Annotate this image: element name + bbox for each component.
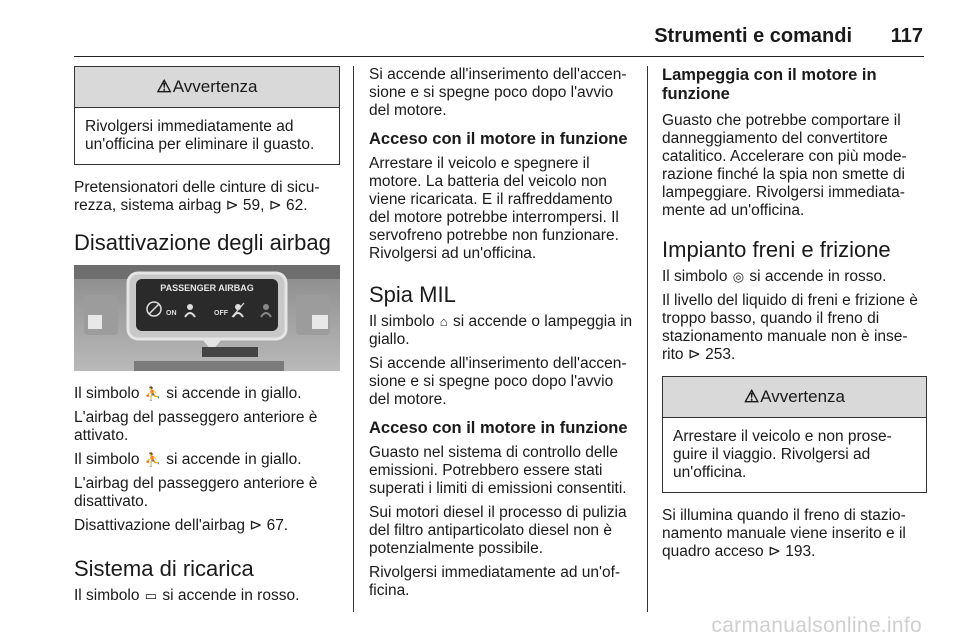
brake-warning-icon: ◎ [732, 269, 745, 284]
page-number: 117 [890, 25, 923, 47]
subheading: Acceso con il motore in funzione [369, 419, 628, 437]
warning-box [74, 66, 340, 165]
paragraph: Il livello del liquido di freni e frizione è troppo basso, quando il freno di stazionamento manuale non è inse-rito ⊳ 253. [662, 292, 918, 363]
warning-triangle-icon: ⚠ [156, 77, 172, 96]
paragraph: Arrestare il veicolo e spegnere il motore. La batteria del veicolo non viene ricaricata. E il raffreddamento del motore potrebbe interrompersi. Il servofreno potrebbe non funzionare. Rivolgersi ad un'officina. [369, 155, 619, 262]
paragraph: Si accende all'inserimento dell'accen-sione e si spegne poco dopo l'avvio del motore. [369, 66, 627, 119]
warning-box [662, 376, 927, 493]
warning-title: Avvertenza [172, 77, 258, 96]
warning-header [663, 377, 926, 418]
header-rule [74, 56, 924, 57]
paragraph: Si accende all'inserimento dell'accen-sione e si spegne poco dopo l'avvio del motore. [369, 355, 627, 408]
section-heading: Disattivazione degli airbag [74, 230, 331, 255]
airbag-on-icon: ⛹ [144, 386, 161, 401]
paragraph: L'airbag del passeggero anteriore è attivato. [74, 409, 318, 444]
airbag-off-icon: ⛹ [144, 452, 161, 467]
paragraph: Guasto che potrebbe comportare il danneggiamento del convertitore catalitico. Accelerare con più mode-razione finché la spia non smette di lampeggiare. Rivolgersi immediata-mente ad un'officina. [662, 112, 907, 219]
paragraph: Il simbolo ◎ si accende in rosso. [662, 268, 887, 285]
column-divider-2 [647, 66, 648, 612]
paragraph: L'airbag del passeggero anteriore è disattivato. [74, 475, 318, 510]
panel-label: PASSENGER AIRBAG [160, 283, 254, 293]
paragraph: Si illumina quando il freno di stazio-namento manuale viene inserito e il quadro acceso ⊳ 193. [662, 507, 906, 560]
column-2 [369, 66, 634, 606]
battery-icon: ▭ [144, 588, 158, 603]
warning-triangle-icon: ⚠ [744, 387, 760, 406]
paragraph: Il simbolo ▭ si accende in rosso. [74, 587, 300, 604]
section-heading: Spia MIL [369, 282, 456, 307]
subheading: Acceso con il motore in funzione [369, 130, 628, 148]
paragraph: Disattivazione dell'airbag ⊳ 67. [74, 517, 289, 534]
child-seat-icon [263, 304, 269, 310]
subheading: Lampeggia con il motore in funzione [662, 66, 877, 103]
paragraph: Il simbolo ⛹ si accende in giallo. [74, 385, 302, 402]
section-heading: Impianto freni e frizione [662, 237, 891, 262]
page-header [0, 0, 960, 58]
paragraph: Pretensionatori delle cinture di sicu-rezza, sistema airbag ⊳ 59, ⊳ 62. [74, 179, 320, 214]
section-heading: Sistema di ricarica [74, 556, 254, 581]
column-1 [74, 66, 340, 611]
engine-icon: ⌂ [439, 314, 448, 329]
warning-text: Arrestare il veicolo e non prose-guire il viaggio. Rivolgersi ad un'officina. [673, 428, 892, 481]
off-label: OFF [214, 310, 228, 317]
column-3 [662, 66, 927, 567]
section-title: Strumenti e comandi [654, 25, 852, 47]
warning-header [75, 67, 339, 108]
warning-title: Avvertenza [760, 387, 845, 406]
airbag-indicator-photo [74, 265, 340, 371]
watermark: carmanualsonline.info [711, 614, 922, 637]
passenger-airbag-on-icon [187, 304, 193, 310]
on-label: ON [166, 310, 177, 317]
paragraph: Guasto nel sistema di controllo delle emissioni. Potrebbero essere stati superati i limiti di emissioni consentiti. [369, 444, 627, 497]
paragraph: Il simbolo ⛹ si accende in giallo. [74, 451, 302, 468]
paragraph: Il simbolo ⌂ si accende o lampeggia in giallo. [369, 313, 633, 348]
paragraph: Rivolgersi immediatamente ad un'of-ficina. [369, 564, 621, 599]
column-divider-1 [353, 66, 354, 612]
paragraph: Sui motori diesel il processo di pulizia del filtro antiparticolato diesel non è potenzialmente possibile. [369, 504, 627, 557]
warning-text: Rivolgersi immediatamente ad un'officina per eliminare il guasto. [85, 118, 315, 153]
